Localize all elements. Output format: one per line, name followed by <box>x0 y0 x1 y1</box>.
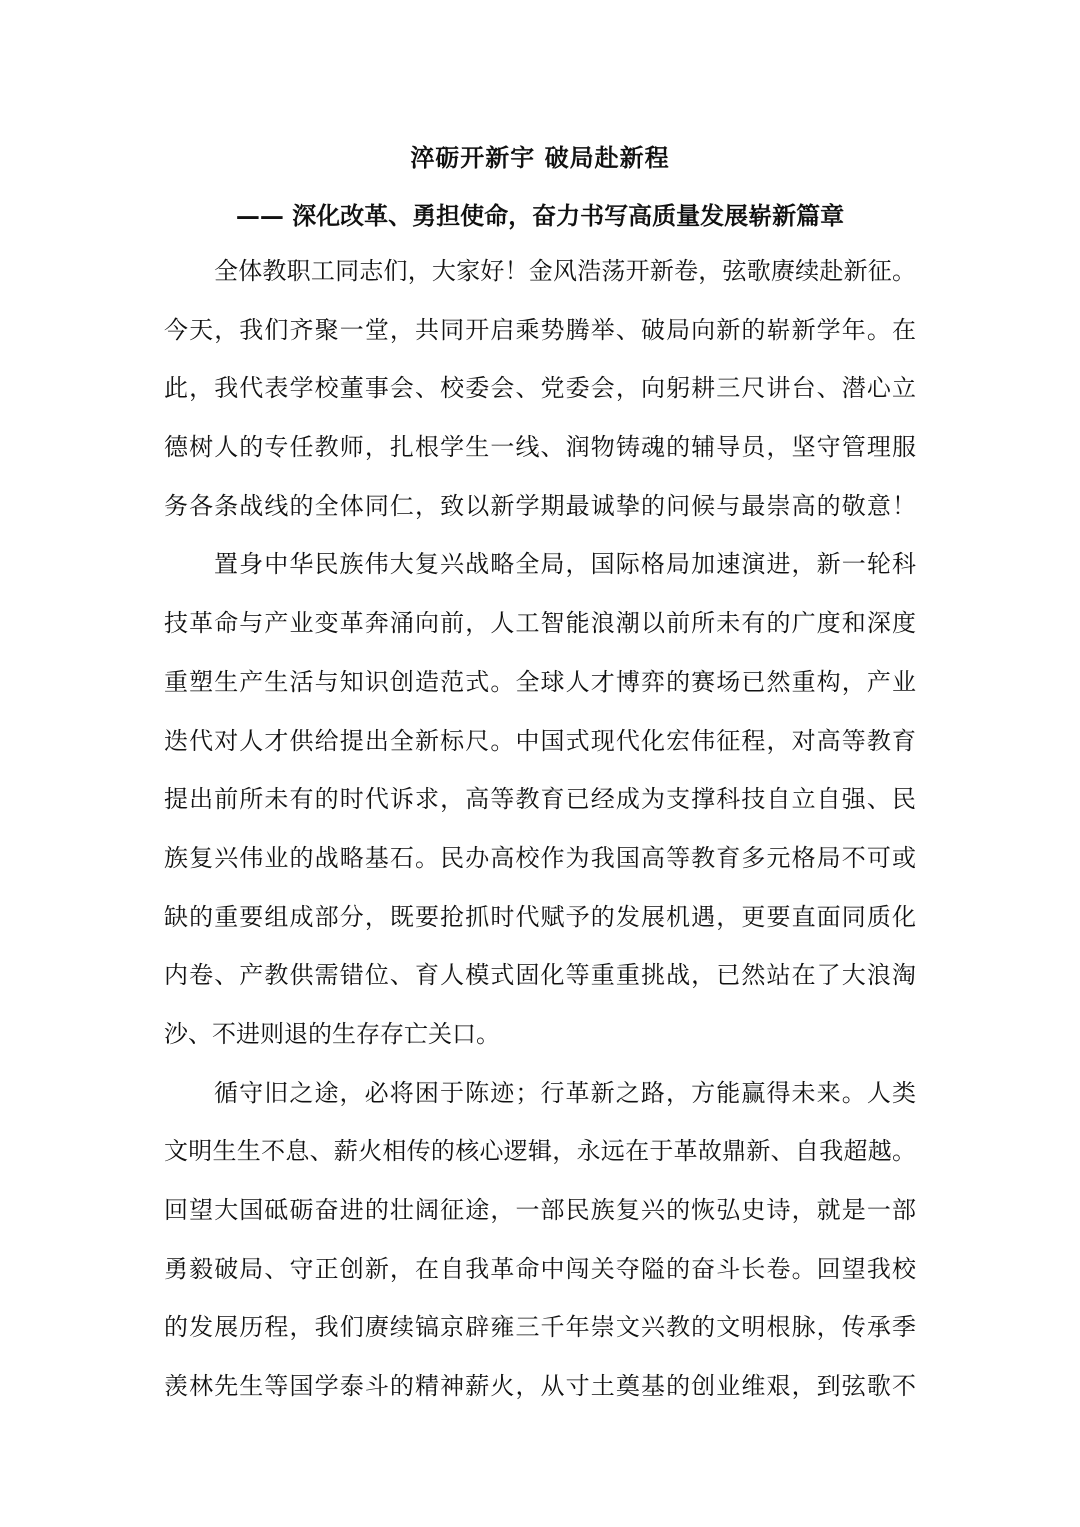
text-line: 的发展历程，我们赓续镐京辟雍三千年崇文兴教的文明根脉，传承季 <box>164 1313 916 1342</box>
text-line: 技革命与产业变革奔涌向前，人工智能浪潮以前所未有的广度和深度 <box>164 609 916 638</box>
text-line: 务各条战线的全体同仁，致以新学期最诚挚的问候与最崇高的敬意！ <box>164 491 916 520</box>
text-line: 迭代对人才供给提出全新标尺。中国式现代化宏伟征程，对高等教育 <box>164 726 916 755</box>
text-line: 循守旧之途，必将困于陈迹；行革新之路，方能赢得未来。人类 <box>214 1078 916 1107</box>
text-line: 缺的重要组成部分，既要抢抓时代赋予的发展机遇，更要直面同质化 <box>164 902 916 931</box>
document-title: 淬砺开新宇 破局赴新程 <box>410 143 670 172</box>
text-line: 族复兴伟业的战略基石。民办高校作为我国高等教育多元格局不可或 <box>164 843 916 872</box>
text-line: 沙、不进则退的生存存亡关口。 <box>164 1019 500 1048</box>
text-line: 今天，我们齐聚一堂，共同开启乘势腾举、破局向新的崭新学年。在 <box>164 315 916 344</box>
text-line: 置身中华民族伟大复兴战略全局，国际格局加速演进，新一轮科 <box>214 550 916 579</box>
text-line: 文明生生不息、薪火相传的核心逻辑，永远在于革故鼎新、自我超越。 <box>164 1137 916 1166</box>
text-line: 提出前所未有的时代诉求，高等教育已经成为支撑科技自立自强、民 <box>164 785 916 814</box>
text-line: 全体教职工同志们，大家好！金风浩荡开新卷，弦歌赓续赴新征。 <box>214 257 916 285</box>
text-line: 此，我代表学校董事会、校委会、党委会，向躬耕三尺讲台、潜心立 <box>164 374 916 403</box>
text-line: 德树人的专任教师，扎根学生一线、润物铸魂的辅导员，坚守管理服 <box>164 433 916 462</box>
text-line: 内卷、产教供需错位、育人模式固化等重重挑战，已然站在了大浪淘 <box>164 961 916 990</box>
document-body <box>164 249 916 1423</box>
text-line: 勇毅破局、守正创新，在自我革命中闯关夺隘的奋斗长卷。回望我校 <box>164 1254 916 1283</box>
text-line: 羡林先生等国学泰斗的精神薪火，从寸土奠基的创业维艰，到弦歌不 <box>164 1372 916 1401</box>
document-subtitle: —— 深化改革、勇担使命，奋力书写高质量发展崭新篇章 <box>235 201 845 230</box>
text-line: 重塑生产生活与知识创造范式。全球人才博弈的赛场已然重构，产业 <box>164 667 916 696</box>
text-line: 回望大国砥砺奋进的壮阔征途，一部民族复兴的恢弘史诗，就是一部 <box>164 1196 916 1224</box>
